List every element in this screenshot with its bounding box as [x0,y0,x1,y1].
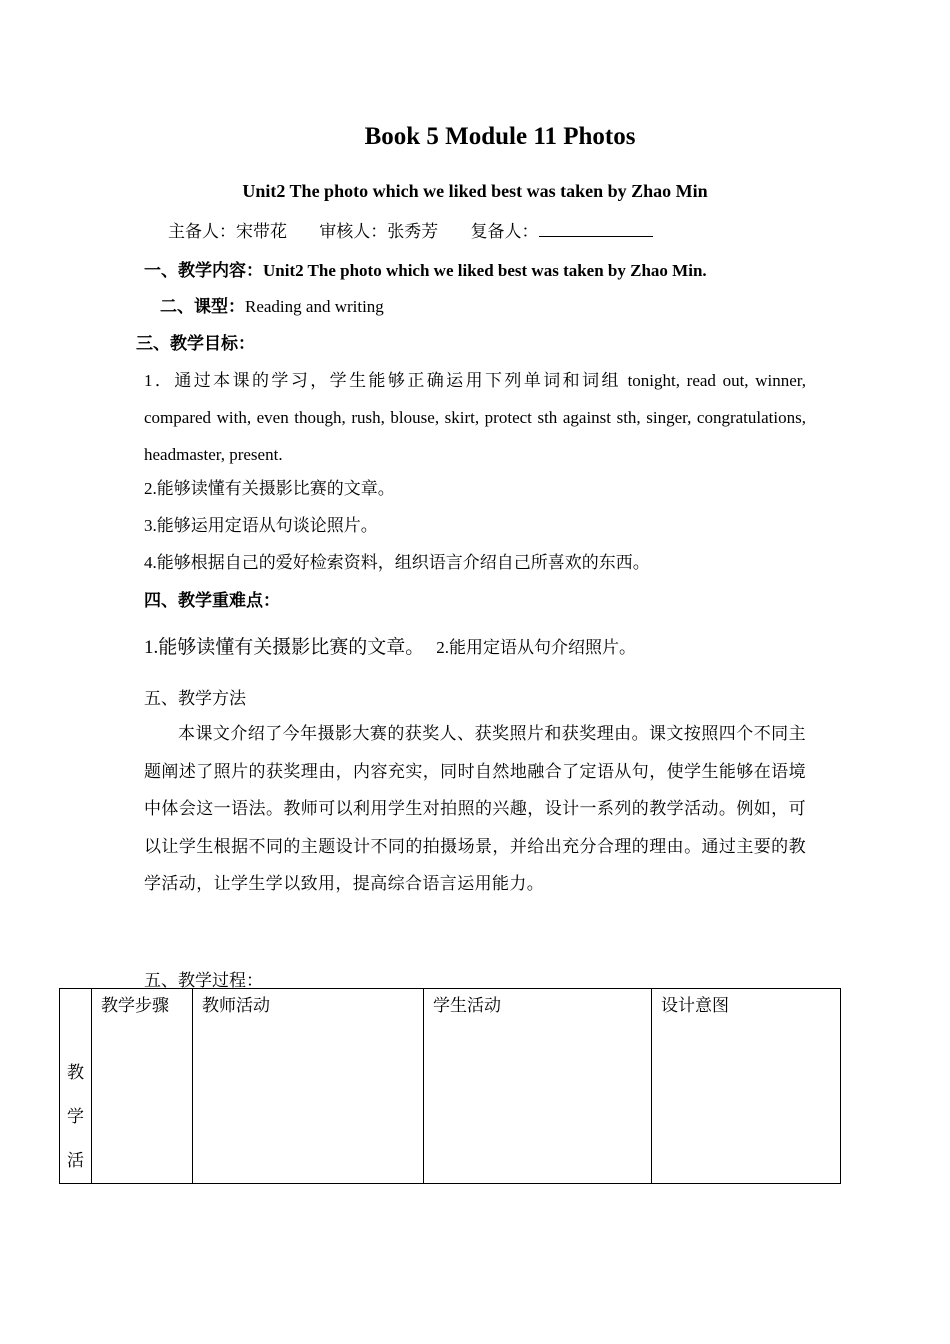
side-char: 学 [67,1107,84,1126]
header-step: 教学步骤 [101,996,169,1015]
process-table [59,988,841,1184]
section-process-heading: 五、教学过程： [144,971,263,990]
header-cell-teacher [193,989,424,1184]
key-point-2: 2.能用定语从句介绍照片。 [436,638,637,657]
section-content [144,256,707,281]
document-subtitle: Unit2 The photo which we liked best was taken by Zhao Min [242,181,708,201]
section-content-value: Unit2 The photo which we liked best was taken by Zhao Min. [263,261,707,280]
document-title: Book 5 Module 11 Photos [364,123,636,150]
preparers-line [168,217,681,242]
objective-3: 3.能够运用定语从句谈论照片。 [144,516,378,535]
key-point-1: 1.能够读懂有关摄影比赛的文章。 [144,637,425,658]
section-objectives-heading: 三、教学目标： [136,334,255,353]
objective-4: 4.能够根据自己的爱好检索资料，组织语言介绍自己所喜欢的东西。 [144,553,650,572]
co-preparer-blank [539,220,653,237]
section-lesson-type [160,292,384,317]
reviewer: 审核人：张秀芳 [319,222,439,241]
key-points-line [144,632,636,659]
section-method-heading: 五、教学方法 [144,689,246,708]
header-cell-student [424,989,652,1184]
main-preparer: 主备人：宋带花 [168,222,287,241]
side-char: 活 [67,1151,84,1170]
header-cell-step [92,989,193,1184]
section-lesson-type-label: 二、课型： [160,297,245,316]
co-preparer [471,222,681,241]
objective-2: 2.能够读懂有关摄影比赛的文章。 [144,479,395,498]
method-paragraph: 本课文介绍了今年摄影大赛的获奖人、获奖照片和获奖理由。课文按照四个不同主题阐述了照片的获奖理由，内容充实，同时自然地融合了定语从句，使学生能够在语境中体会这一语法。教师可以利用学生对拍照的兴趣，设计一系列的教学活动。例如，可以让学生根据不同的主题设计不同的拍摄场景，并给出充分合理的理由。通过主要的教学活动，让学生学以致用，提高综合语言运用能力。 [144,724,806,893]
section-key-points-heading: 四、教学重难点： [144,591,280,610]
objective-1: 1．通过本课的学习，学生能够正确运用下列单词和词组 tonight, read out, winner, compared with, even though, rush, blouse, skirt, protect sth against sth, singer, congratulations, headmaster, present. [144,371,806,464]
header-cell-intent [652,989,841,1184]
side-char: 教 [67,1063,84,1082]
header-teacher: 教师活动 [202,996,270,1015]
header-intent: 设计意图 [661,996,729,1015]
table-row [60,989,841,1184]
side-label [60,989,91,1183]
header-student: 学生活动 [433,996,501,1015]
side-label-cell [60,989,92,1184]
co-preparer-label: 复备人： [470,222,539,241]
section-lesson-type-value: Reading and writing [245,297,384,316]
section-content-label: 一、教学内容： [144,261,263,280]
